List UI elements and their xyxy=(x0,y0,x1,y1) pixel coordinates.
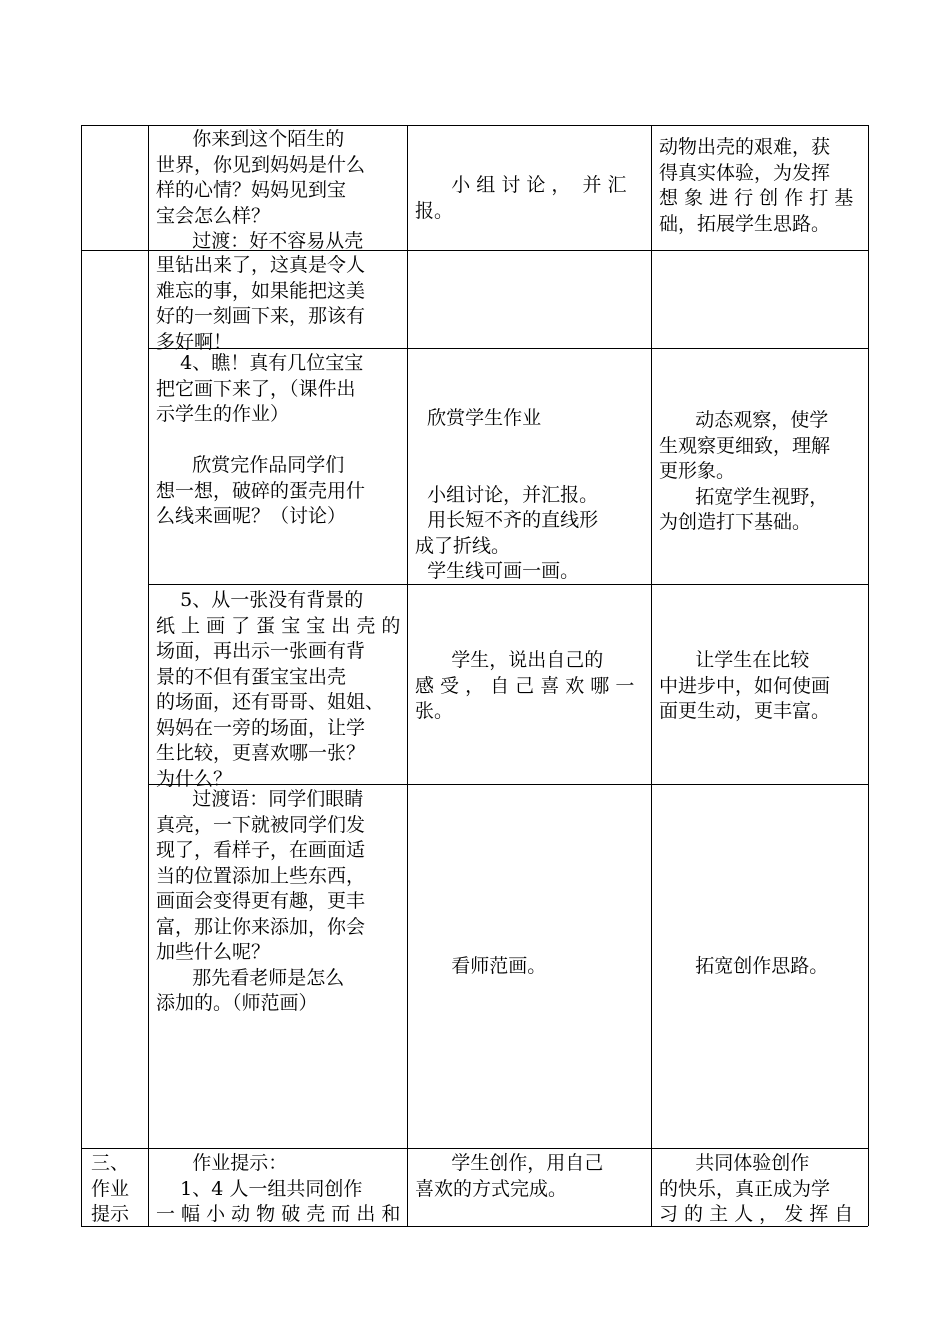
cell-line: 学生，说出自己的 xyxy=(415,649,604,671)
cell-line: 小组讨论，并汇报。 xyxy=(415,483,599,506)
cell-line: 过渡：好不容易从壳 xyxy=(156,230,364,252)
cell-line: 的场面，还有哥哥、姐姐、 xyxy=(156,691,385,713)
cell-line: 么线来画呢？（讨论） xyxy=(156,505,347,527)
cell-line: 为创造打下基础。 xyxy=(659,511,812,533)
cell-teacher xyxy=(156,351,405,530)
cell-line: 面更生动，更丰富。 xyxy=(659,700,831,722)
cell-line xyxy=(415,457,649,483)
cell-line: 的快乐，真正成为学 xyxy=(659,1177,831,1200)
cell-line: 拓宽学生视野， xyxy=(659,485,829,508)
cell-student xyxy=(415,406,649,585)
cell-line: 一 幅 小 动 物 破 壳 而 出 和 xyxy=(156,1203,401,1225)
cell-teacher xyxy=(156,127,405,255)
cell-teacher xyxy=(156,253,405,355)
cell-line: 4、瞧！真有几位宝宝 xyxy=(156,352,364,374)
cell-line: 想 象 进 行 创 作 打 基 xyxy=(659,187,854,209)
table-border-vertical xyxy=(651,125,652,1226)
cell-line: 宝会怎么样？ xyxy=(156,204,271,227)
cell-line: 习 的 主 人 ， 发 挥 自 xyxy=(659,1203,854,1225)
cell-line: 5、从一张没有背景的 xyxy=(156,589,364,611)
table-border-vertical xyxy=(148,125,149,1226)
cell-line: 富，那让你来添加，你会 xyxy=(156,915,366,938)
cell-line: 你来到这个陌生的 xyxy=(156,128,345,150)
cell-line: 小 组 讨 论 ， 并 汇 xyxy=(415,174,627,196)
cell-line: 那先看老师是怎么 xyxy=(156,966,345,989)
cell-purpose xyxy=(659,135,866,237)
cell-line: 作业提示： xyxy=(156,1152,288,1174)
cell-line: 更形象。 xyxy=(659,460,736,482)
cell-line: 得真实体验，为发挥 xyxy=(659,161,831,184)
cell-line: 画面会变得更有趣，更丰 xyxy=(156,890,366,912)
cell-purpose xyxy=(659,408,866,536)
cell-line: 学生创作，用自己 xyxy=(415,1152,604,1174)
cell-line: 生观察更细致，理解 xyxy=(659,434,831,457)
cell-line: 中进步中，如何使画 xyxy=(659,674,831,697)
cell-line: 动态观察，使学 xyxy=(659,409,829,431)
table-border-horizontal xyxy=(81,125,868,126)
cell-teacher xyxy=(156,1151,405,1228)
cell-line: 共同体验创作 xyxy=(659,1152,810,1174)
cell-line: 动物出壳的艰难，获 xyxy=(659,136,831,158)
cell-line: 学生线可画一画。 xyxy=(415,560,580,582)
cell-line: 把它画下来了，（课件出 xyxy=(156,377,356,400)
cell-line: 妈妈在一旁的场面，让学 xyxy=(156,716,366,739)
cell-line: 纸 上 画 了 蛋 宝 宝 出 壳 的 xyxy=(156,614,401,637)
cell-line: 难忘的事，如果能把这美 xyxy=(156,279,366,302)
cell-line: 为什么？ xyxy=(156,767,233,790)
cell-line: 让学生在比较 xyxy=(659,649,810,671)
cell-teacher xyxy=(156,588,405,792)
cell-line: 喜欢的方式完成。 xyxy=(415,1177,568,1200)
cell-line xyxy=(156,428,405,454)
cell-line: 多好啊！ xyxy=(156,330,233,353)
cell-purpose xyxy=(659,648,866,725)
cell-line: 生比较，更喜欢哪一张？ xyxy=(156,742,366,764)
cell-line: 成了折线。 xyxy=(415,534,511,557)
cell-line: 张。 xyxy=(415,700,454,722)
cell-line: 样的心情？妈妈见到宝 xyxy=(156,179,347,201)
cell-student xyxy=(415,1151,649,1202)
cell-student xyxy=(415,954,649,980)
cell-purpose xyxy=(659,1151,866,1228)
cell-line: 加些什么呢？ xyxy=(156,941,271,963)
cell-line: 用长短不齐的直线形 xyxy=(415,509,599,531)
cell-line: 感 受 ， 自 己 喜 欢 哪 一 xyxy=(415,674,635,697)
cell-line xyxy=(415,432,649,458)
cell-line: 里钻出来了，这真是令人 xyxy=(156,254,366,276)
cell-line: 欣赏学生作业 xyxy=(415,407,542,429)
cell-line: 世界，你见到妈妈是什么 xyxy=(156,153,366,176)
cell-line: 好的一刻画下来，那该有 xyxy=(156,305,366,327)
cell-line: 作业 xyxy=(91,1177,130,1200)
cell-line: 场面，再出示一张画有背 xyxy=(156,640,366,662)
cell-line: 提示 xyxy=(91,1203,130,1225)
cell-stage xyxy=(91,1151,148,1228)
cell-line: 拓宽创作思路。 xyxy=(659,955,829,977)
table-border-vertical xyxy=(81,125,82,1226)
cell-line: 三、 xyxy=(91,1152,130,1174)
cell-line: 景的不但有蛋宝宝出壳 xyxy=(156,665,347,688)
cell-line: 过渡语：同学们眼睛 xyxy=(156,788,364,810)
cell-line: 当的位置添加上些东西， xyxy=(156,864,366,887)
cell-line: 想一想，破碎的蛋壳用什 xyxy=(156,479,366,502)
cell-line: 示学生的作业） xyxy=(156,403,290,425)
cell-line: 真亮，一下就被同学们发 xyxy=(156,813,366,836)
cell-teacher xyxy=(156,787,405,1017)
table-border-vertical xyxy=(407,125,408,1226)
cell-line: 础，拓展学生思路。 xyxy=(659,212,831,235)
cell-line: 现了，看样子，在画面适 xyxy=(156,839,366,861)
cell-line: 添加的。（师范画） xyxy=(156,992,318,1014)
cell-student xyxy=(415,173,649,224)
cell-line: 看师范画。 xyxy=(415,955,547,977)
cell-student xyxy=(415,648,649,725)
table-border-vertical xyxy=(868,125,869,1226)
cell-line: 1、4 人一组共同创作 xyxy=(156,1177,363,1200)
cell-line: 报。 xyxy=(415,199,454,222)
table-border-horizontal xyxy=(81,1148,868,1149)
cell-line: 欣赏完作品同学们 xyxy=(156,454,345,476)
cell-purpose xyxy=(659,954,866,980)
